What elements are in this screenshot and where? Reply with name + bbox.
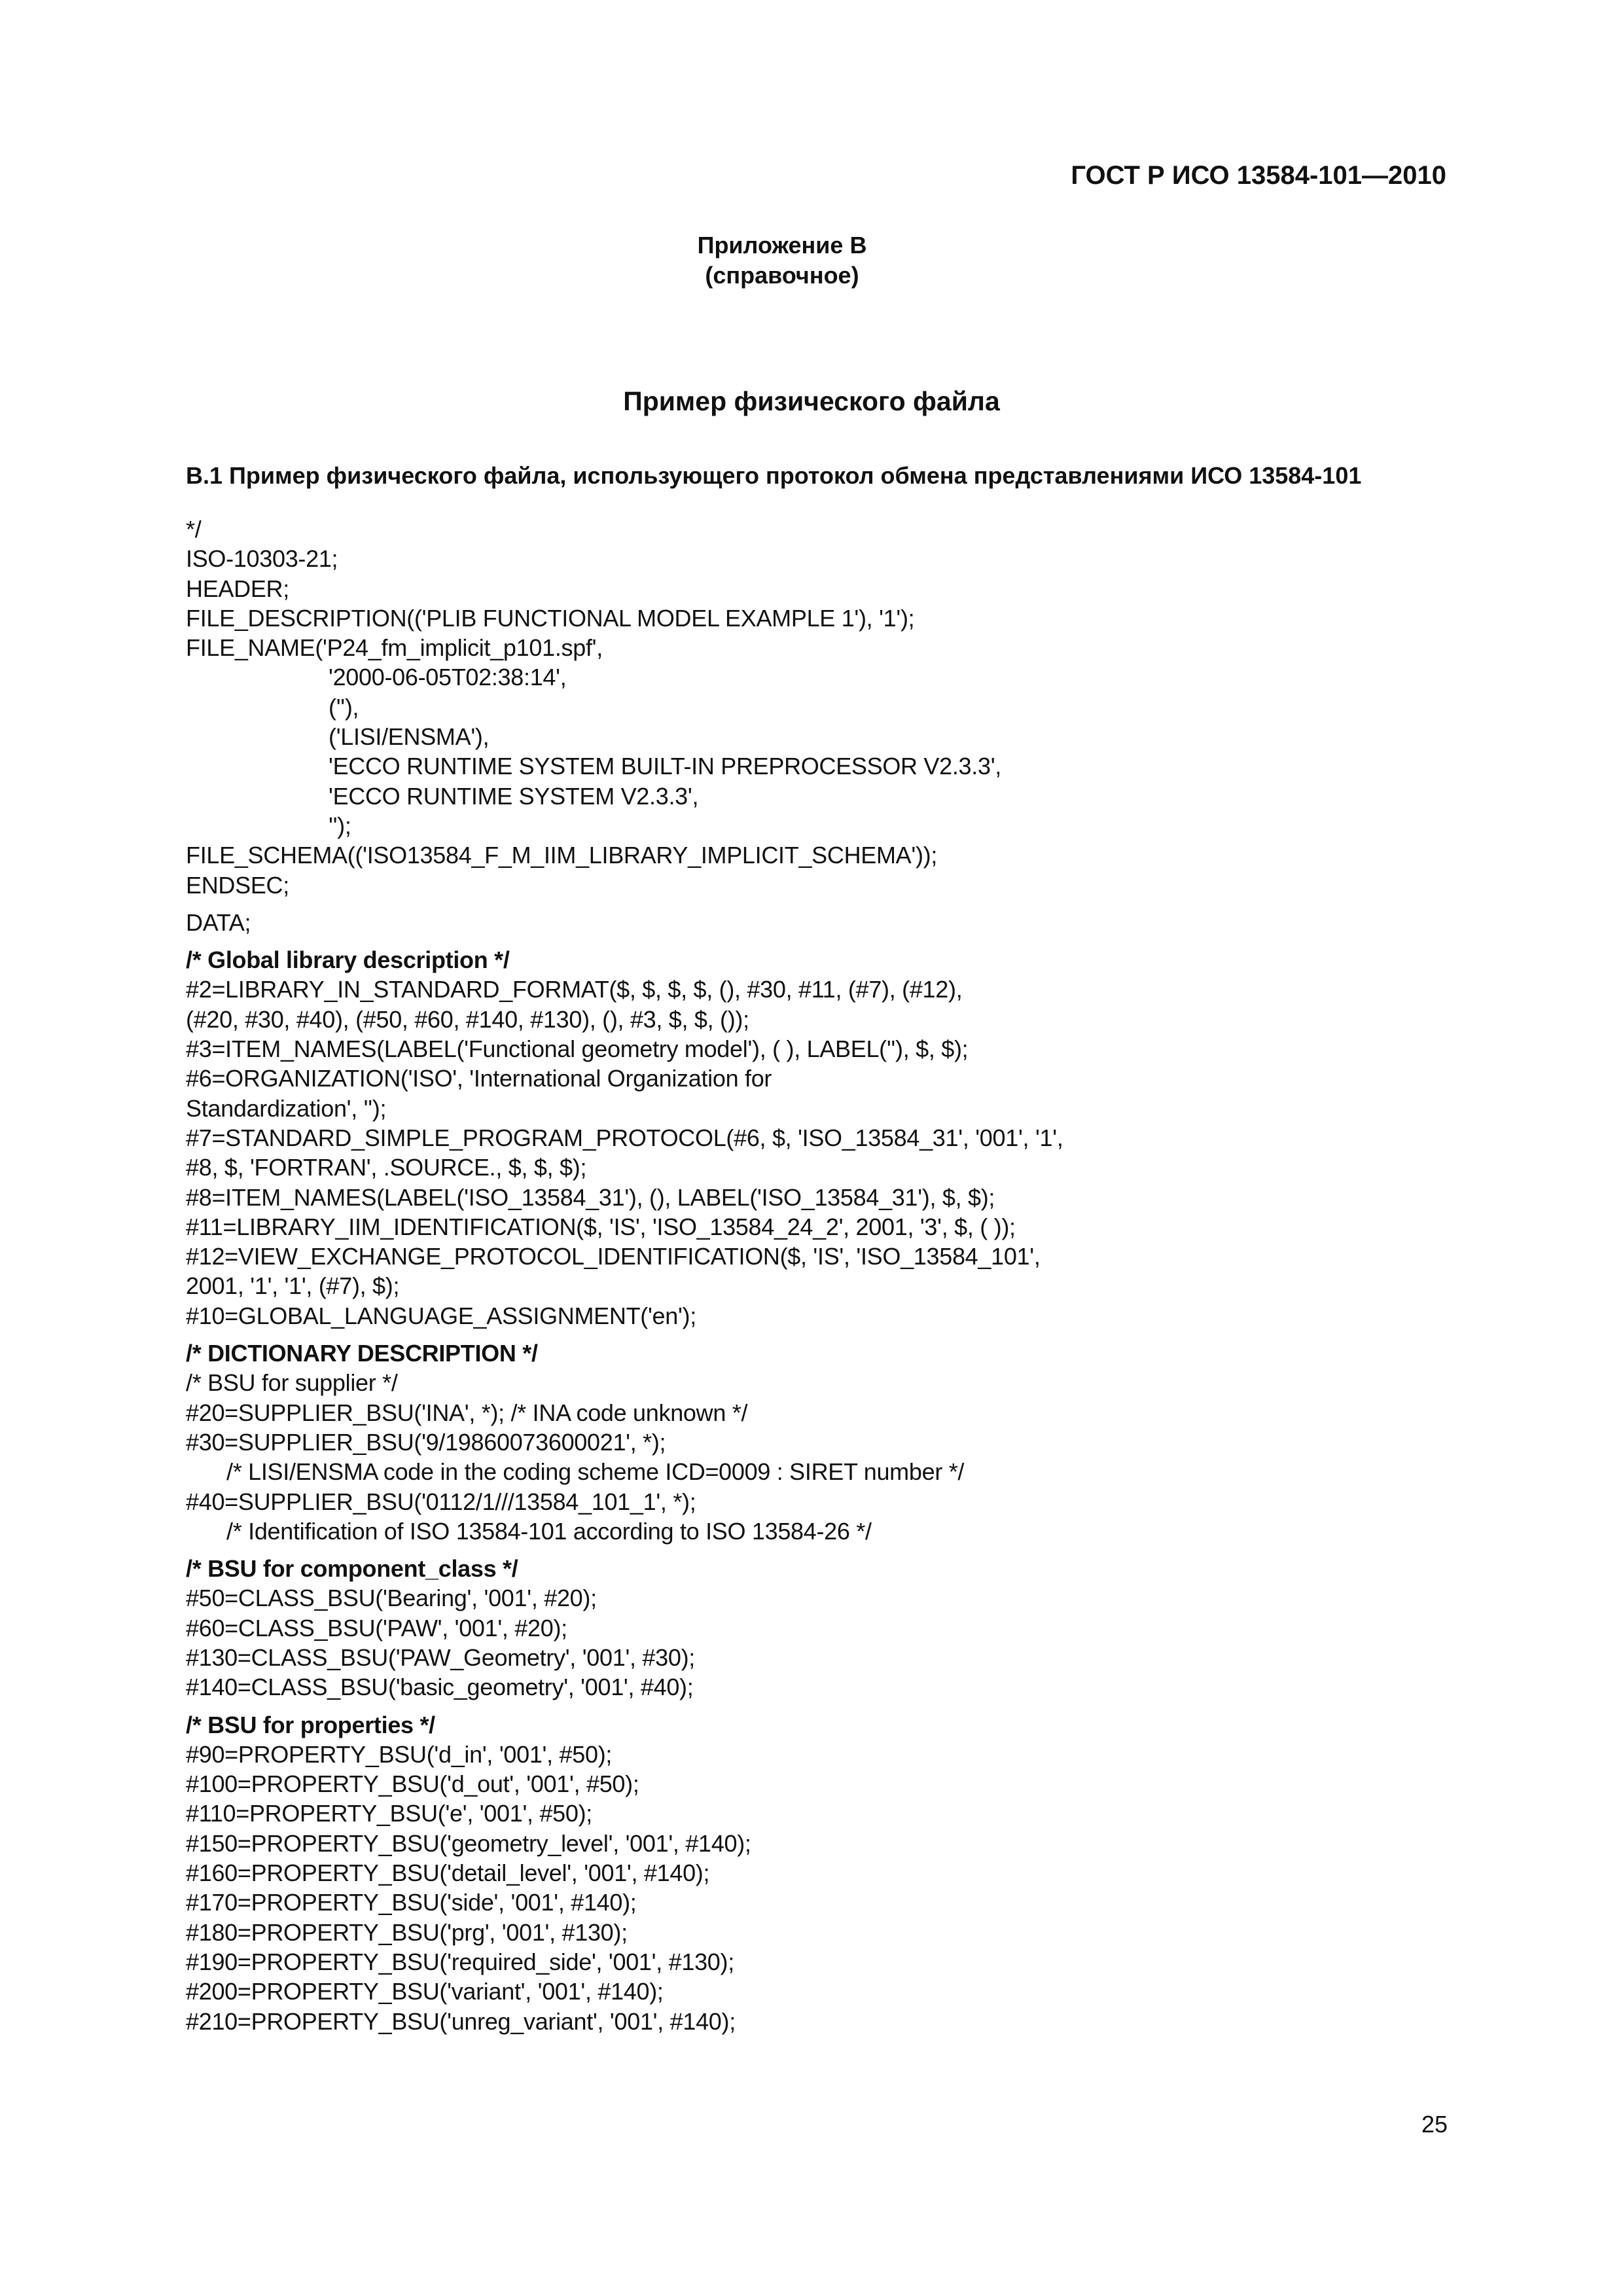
code-line: Standardization', ''); xyxy=(186,1094,387,1122)
line-gap xyxy=(186,900,1442,908)
code-line: #200=PROPERTY_BSU('variant', '001', #140); xyxy=(186,1978,664,2005)
code-line: #6=ORGANIZATION('ISO', 'International Organization for xyxy=(186,1065,772,1092)
code-line: /* BSU for supplier */ xyxy=(186,1369,398,1397)
code-line: #12=VIEW_EXCHANGE_PROTOCOL_IDENTIFICATION($, 'IS', 'ISO_13584_101', xyxy=(186,1243,1041,1270)
code-line: #3=ITEM_NAMES(LABEL('Functional geometry model'), ( ), LABEL(''), $, $); xyxy=(186,1035,969,1063)
code-line: */ xyxy=(186,516,202,543)
code-line: FILE_NAME('P24_fm_implicit_p101.spf', xyxy=(186,634,603,662)
code-line: /* LISI/ENSMA code in the coding scheme ICD=0009 : SIRET number */ xyxy=(226,1458,965,1486)
section-title: Пример физического файла xyxy=(623,386,1000,416)
line-gap xyxy=(186,937,1442,945)
code-line: ''); xyxy=(329,812,351,839)
comment-heading: /* DICTIONARY DESCRIPTION */ xyxy=(186,1340,538,1367)
code-line: #30=SUPPLIER_BSU('9/19860073600021', *); xyxy=(186,1428,666,1456)
code-line: #40=SUPPLIER_BSU('0112/1///13584_101_1', *); xyxy=(186,1488,696,1515)
code-line: FILE_SCHEMA(('ISO13584_F_M_IIM_LIBRARY_IMPLICIT_SCHEMA')); xyxy=(186,842,938,869)
code-line: #2=LIBRARY_IN_STANDARD_FORMAT($, $, $, $, (), #30, #11, (#7), (#12), xyxy=(186,976,963,1003)
code-line: /* Identification of ISO 13584-101 according to ISO 13584-26 */ xyxy=(226,1517,872,1545)
code-line: 'ECCO RUNTIME SYSTEM BUILT-IN PREPROCESSOR V2.3.3', xyxy=(329,753,1001,780)
code-line: #60=CLASS_BSU('PAW', '001', #20); xyxy=(186,1614,567,1641)
code-line: #7=STANDARD_SIMPLE_PROGRAM_PROTOCOL(#6, $, 'ISO_13584_31', '001', '1', xyxy=(186,1124,1063,1151)
annex-label: Приложение В xyxy=(697,232,867,259)
code-line: #180=PROPERTY_BSU('prg', '001', #130); xyxy=(186,1918,628,1946)
comment-heading: /* Global library description */ xyxy=(186,946,510,974)
code-line: #140=CLASS_BSU('basic_geometry', '001', #40); xyxy=(186,1674,694,1701)
physical-file-listing xyxy=(186,514,1442,2036)
code-line: (''), xyxy=(329,693,359,721)
code-line: (#20, #30, #40), (#50, #60, #140, #130), (), #3, $, $, ()); xyxy=(186,1005,749,1033)
code-line: #170=PROPERTY_BSU('side', '001', #140); xyxy=(186,1889,637,1916)
code-line: #210=PROPERTY_BSU('unreg_variant', '001', #140); xyxy=(186,2007,736,2035)
code-line: #110=PROPERTY_BSU('e', '001', #50); xyxy=(186,1800,592,1827)
code-line: FILE_DESCRIPTION(('PLIB FUNCTIONAL MODEL EXAMPLE 1'), '1'); xyxy=(186,604,915,632)
code-line: ISO-10303-21; xyxy=(186,545,338,573)
annex-status: (справочное) xyxy=(705,262,859,289)
code-line: 'ECCO RUNTIME SYSTEM V2.3.3', xyxy=(329,782,699,810)
document-code-header: ГОСТ Р ИСО 13584-101—2010 xyxy=(1071,161,1446,190)
code-line: DATA; xyxy=(186,908,251,936)
code-line: #50=CLASS_BSU('Bearing', '001', #20); xyxy=(186,1585,597,1612)
code-line: HEADER; xyxy=(186,575,289,602)
code-line: ('LISI/ENSMA'), xyxy=(329,723,490,751)
line-gap xyxy=(186,1546,1442,1554)
comment-heading: /* BSU for component_class */ xyxy=(186,1555,518,1583)
annex-block xyxy=(524,230,1041,291)
code-line: #190=PROPERTY_BSU('required_side', '001', #130); xyxy=(186,1948,734,1975)
code-line: #150=PROPERTY_BSU('geometry_level', '001', #140); xyxy=(186,1829,751,1857)
code-line: 2001, '1', '1', (#7), $); xyxy=(186,1272,400,1300)
code-line: #100=PROPERTY_BSU('d_out', '001', #50); xyxy=(186,1770,639,1798)
code-line: #130=CLASS_BSU('PAW_Geometry', '001', #30); xyxy=(186,1643,695,1671)
code-line: ENDSEC; xyxy=(186,871,289,899)
line-gap xyxy=(186,1702,1442,1710)
code-line: '2000-06-05T02:38:14', xyxy=(329,664,567,691)
code-line: #10=GLOBAL_LANGUAGE_ASSIGNMENT('en'); xyxy=(186,1302,696,1329)
code-line: #160=PROPERTY_BSU('detail_level', '001', #140); xyxy=(186,1859,710,1887)
code-line: #8, $, 'FORTRAN', .SOURCE., $, $, $); xyxy=(186,1154,587,1181)
page-number: 25 xyxy=(1421,2111,1448,2138)
code-line: #11=LIBRARY_IIM_IDENTIFICATION($, 'IS', 'ISO_13584_24_2', 2001, '3', $, ( )); xyxy=(186,1213,1016,1240)
clause-heading: В.1 Пример физического файла, использующего протокол обмена представлениями ИСО 13584-101 xyxy=(186,462,1362,489)
code-line: #20=SUPPLIER_BSU('INA', *); /* INA code unknown */ xyxy=(186,1399,748,1426)
code-line: #8=ITEM_NAMES(LABEL('ISO_13584_31'), (), LABEL('ISO_13584_31'), $, $); xyxy=(186,1183,995,1211)
line-gap xyxy=(186,1331,1442,1338)
code-line: #90=PROPERTY_BSU('d_in', '001', #50); xyxy=(186,1740,613,1768)
comment-heading: /* BSU for properties */ xyxy=(186,1711,435,1738)
